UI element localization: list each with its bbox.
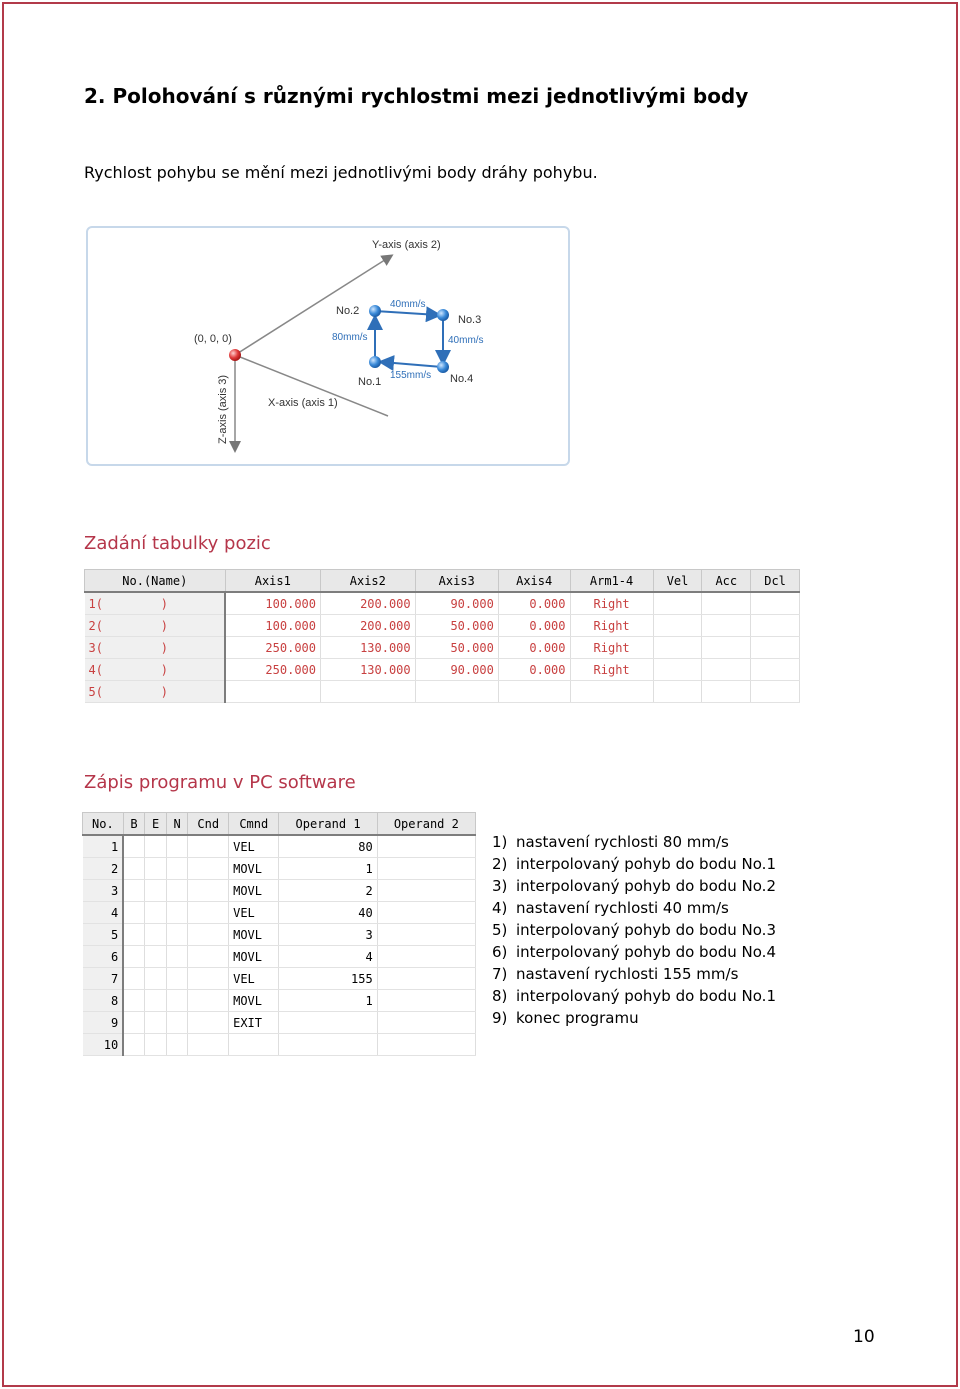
position-cell[interactable]	[653, 637, 702, 659]
position-cell[interactable]	[570, 681, 653, 703]
step-text: konec programu	[516, 1009, 639, 1027]
position-row	[85, 659, 800, 681]
step-text: interpolovaný pohyb do bodu No.4	[516, 943, 776, 961]
position-name-cell[interactable]: 4( )	[85, 659, 226, 681]
program-cell[interactable]: MOVL	[229, 946, 279, 968]
program-cell[interactable]	[123, 880, 145, 902]
position-name-cell[interactable]: 2( )	[85, 615, 226, 637]
position-header-cell: Acc	[702, 570, 751, 593]
program-cell[interactable]	[145, 880, 167, 902]
position-cell[interactable]: Right	[570, 592, 653, 615]
position-cell[interactable]: 250.000	[225, 637, 320, 659]
program-cell[interactable]	[123, 946, 145, 968]
program-cell[interactable]	[377, 858, 475, 880]
position-cell[interactable]: 100.000	[225, 592, 320, 615]
program-cell[interactable]: 1	[279, 990, 377, 1012]
program-cell[interactable]	[145, 924, 167, 946]
program-cell[interactable]	[145, 968, 167, 990]
intro-text: Rychlost pohybu se mění mezi jednotlivými body dráhy pohybu.	[84, 163, 598, 182]
point-no1	[369, 356, 381, 368]
speed-3-4: 40mm/s	[448, 335, 484, 346]
position-cell[interactable]: 0.000	[498, 637, 570, 659]
program-cell[interactable]	[188, 835, 229, 858]
step-number: 4)	[492, 899, 508, 917]
program-row	[83, 968, 476, 990]
label-no2: No.2	[336, 305, 360, 317]
step-item	[492, 853, 776, 875]
step-item	[492, 985, 776, 1007]
program-header-cell: No.	[83, 813, 124, 836]
program-cell[interactable]: VEL	[229, 968, 279, 990]
program-cell[interactable]	[377, 1034, 475, 1056]
path-4-1	[382, 362, 442, 367]
step-number: 1)	[492, 833, 508, 851]
program-cell[interactable]	[145, 1012, 167, 1034]
position-cell[interactable]: 50.000	[415, 637, 498, 659]
program-cell[interactable]: 1	[279, 858, 377, 880]
step-text: interpolovaný pohyb do bodu No.2	[516, 877, 776, 895]
step-item	[492, 963, 776, 985]
program-cell[interactable]	[279, 1012, 377, 1034]
position-cell[interactable]: 0.000	[498, 615, 570, 637]
program-cell[interactable]	[145, 858, 167, 880]
origin-label: (0, 0, 0)	[194, 333, 232, 345]
program-step-number[interactable]: 1	[83, 835, 124, 858]
z-axis-label: Z-axis (axis 3)	[217, 374, 229, 444]
position-row	[85, 615, 800, 637]
program-cell[interactable]	[166, 968, 188, 990]
program-header-cell: Operand 2	[377, 813, 475, 836]
program-cell[interactable]	[123, 835, 145, 858]
program-cell[interactable]	[123, 1034, 145, 1056]
program-header-cell: Cnd	[188, 813, 229, 836]
step-text: nastavení rychlosti 155 mm/s	[516, 965, 739, 983]
position-cell[interactable]: 130.000	[321, 659, 416, 681]
speed-2-3: 40mm/s	[390, 299, 426, 310]
program-cell[interactable]	[377, 924, 475, 946]
position-cell[interactable]: Right	[570, 615, 653, 637]
program-cell[interactable]	[166, 1034, 188, 1056]
program-cell[interactable]	[166, 880, 188, 902]
position-cell[interactable]	[751, 681, 800, 703]
program-cell[interactable]	[377, 946, 475, 968]
program-cell[interactable]	[123, 1012, 145, 1034]
program-cell[interactable]	[188, 968, 229, 990]
step-text: nastavení rychlosti 80 mm/s	[516, 833, 729, 851]
position-cell[interactable]: 200.000	[321, 615, 416, 637]
step-item	[492, 897, 776, 919]
program-row	[83, 835, 476, 858]
program-cell[interactable]	[377, 835, 475, 858]
program-cell[interactable]	[166, 990, 188, 1012]
position-name-cell[interactable]: 3( )	[85, 637, 226, 659]
program-table	[82, 812, 476, 1056]
position-cell[interactable]	[225, 681, 320, 703]
program-cell[interactable]	[166, 858, 188, 880]
label-no3: No.3	[458, 314, 482, 326]
position-name-cell[interactable]: 5( )	[85, 681, 226, 703]
position-cell[interactable]	[702, 681, 751, 703]
position-cell[interactable]: 0.000	[498, 592, 570, 615]
step-number: 5)	[492, 921, 508, 939]
program-step-number[interactable]: 7	[83, 968, 124, 990]
program-cell[interactable]	[145, 990, 167, 1012]
position-header-cell: Dcl	[751, 570, 800, 593]
program-cell[interactable]	[377, 902, 475, 924]
program-cell[interactable]	[166, 946, 188, 968]
program-cell[interactable]: MOVL	[229, 858, 279, 880]
subheading-position-table: Zadání tabulky pozic	[84, 533, 271, 554]
position-cell[interactable]	[415, 681, 498, 703]
program-cell[interactable]: MOVL	[229, 924, 279, 946]
program-header-cell: E	[145, 813, 167, 836]
position-cell[interactable]: 50.000	[415, 615, 498, 637]
program-cell[interactable]	[188, 990, 229, 1012]
position-header-cell: Arm1-4	[570, 570, 653, 593]
step-text: interpolovaný pohyb do bodu No.1	[516, 987, 776, 1005]
steps-list	[492, 831, 776, 1029]
program-cell[interactable]	[166, 835, 188, 858]
step-item	[492, 1007, 776, 1029]
position-row	[85, 592, 800, 615]
program-cell[interactable]	[188, 1034, 229, 1056]
program-row	[83, 880, 476, 902]
program-header-cell: Cmnd	[229, 813, 279, 836]
program-step-number[interactable]: 8	[83, 990, 124, 1012]
position-header-cell: Axis2	[321, 570, 416, 593]
position-cell[interactable]	[702, 592, 751, 615]
position-name-cell[interactable]: 1( )	[85, 592, 226, 615]
step-text: interpolovaný pohyb do bodu No.1	[516, 855, 776, 873]
program-cell[interactable]: VEL	[229, 835, 279, 858]
step-item	[492, 875, 776, 897]
program-row	[83, 924, 476, 946]
program-cell[interactable]: MOVL	[229, 880, 279, 902]
x-axis-label: X-axis (axis 1)	[268, 397, 338, 409]
step-number: 2)	[492, 855, 508, 873]
step-number: 9)	[492, 1009, 508, 1027]
position-row	[85, 681, 800, 703]
program-cell[interactable]	[123, 990, 145, 1012]
position-cell[interactable]	[653, 615, 702, 637]
program-row	[83, 858, 476, 880]
step-number: 6)	[492, 943, 508, 961]
position-cell[interactable]: Right	[570, 659, 653, 681]
point-no2	[369, 305, 381, 317]
program-cell[interactable]	[166, 924, 188, 946]
subheading-program: Zápis programu v PC software	[84, 772, 356, 793]
program-step-number[interactable]: 6	[83, 946, 124, 968]
y-axis-line	[235, 256, 391, 355]
position-table	[84, 569, 800, 703]
position-cell[interactable]: 130.000	[321, 637, 416, 659]
step-item	[492, 919, 776, 941]
program-row	[83, 1012, 476, 1034]
position-cell[interactable]	[751, 592, 800, 615]
program-header-cell: N	[166, 813, 188, 836]
position-cell[interactable]	[653, 681, 702, 703]
point-no3	[437, 309, 449, 321]
step-item	[492, 941, 776, 963]
position-header-cell: Axis3	[415, 570, 498, 593]
program-cell[interactable]	[229, 1034, 279, 1056]
position-header-cell: Vel	[653, 570, 702, 593]
position-cell[interactable]	[702, 615, 751, 637]
program-cell[interactable]: VEL	[229, 902, 279, 924]
program-cell[interactable]	[145, 946, 167, 968]
program-cell[interactable]	[166, 1012, 188, 1034]
program-cell[interactable]: MOVL	[229, 990, 279, 1012]
program-cell[interactable]: 2	[279, 880, 377, 902]
program-step-number[interactable]: 5	[83, 924, 124, 946]
position-cell[interactable]: Right	[570, 637, 653, 659]
speed-4-1: 155mm/s	[390, 370, 432, 381]
program-cell[interactable]: 155	[279, 968, 377, 990]
path-2-3	[375, 311, 438, 315]
position-row	[85, 637, 800, 659]
step-item	[492, 831, 776, 853]
program-header-cell: Operand 1	[279, 813, 377, 836]
step-text: interpolovaný pohyb do bodu No.3	[516, 921, 776, 939]
program-cell[interactable]	[123, 968, 145, 990]
program-cell[interactable]	[145, 1034, 167, 1056]
position-cell[interactable]	[751, 659, 800, 681]
program-cell[interactable]: 80	[279, 835, 377, 858]
position-cell[interactable]	[751, 637, 800, 659]
label-no1: No.1	[358, 376, 382, 388]
program-cell[interactable]	[123, 924, 145, 946]
diagram-svg	[88, 228, 568, 464]
program-cell[interactable]	[377, 968, 475, 990]
position-cell[interactable]	[751, 615, 800, 637]
point-no4	[437, 361, 449, 373]
program-row	[83, 902, 476, 924]
label-no4: No.4	[450, 373, 474, 385]
program-cell[interactable]	[188, 880, 229, 902]
program-cell[interactable]: 4	[279, 946, 377, 968]
position-cell[interactable]: 250.000	[225, 659, 320, 681]
position-cell[interactable]	[702, 637, 751, 659]
step-number: 7)	[492, 965, 508, 983]
program-step-number[interactable]: 3	[83, 880, 124, 902]
program-cell[interactable]	[145, 902, 167, 924]
program-cell[interactable]	[123, 858, 145, 880]
motion-diagram	[86, 226, 570, 466]
program-cell[interactable]	[123, 902, 145, 924]
program-row	[83, 990, 476, 1012]
origin-point	[229, 349, 241, 361]
program-cell[interactable]	[188, 946, 229, 968]
program-step-number[interactable]: 2	[83, 858, 124, 880]
program-cell[interactable]	[145, 835, 167, 858]
step-number: 8)	[492, 987, 508, 1005]
program-cell[interactable]: EXIT	[229, 1012, 279, 1034]
program-step-number[interactable]: 9	[83, 1012, 124, 1034]
position-cell[interactable]: 90.000	[415, 592, 498, 615]
program-row	[83, 1034, 476, 1056]
program-cell[interactable]	[166, 902, 188, 924]
position-cell[interactable]	[653, 659, 702, 681]
position-cell[interactable]: 100.000	[225, 615, 320, 637]
program-cell[interactable]	[377, 880, 475, 902]
program-cell[interactable]	[377, 990, 475, 1012]
step-number: 3)	[492, 877, 508, 895]
position-cell[interactable]: 0.000	[498, 659, 570, 681]
program-cell[interactable]	[377, 1012, 475, 1034]
step-text: nastavení rychlosti 40 mm/s	[516, 899, 729, 917]
program-cell[interactable]: 3	[279, 924, 377, 946]
position-cell[interactable]	[653, 592, 702, 615]
program-cell[interactable]: 40	[279, 902, 377, 924]
program-cell[interactable]	[188, 924, 229, 946]
section-heading: 2. Polohování s různými rychlostmi mezi jednotlivými body	[84, 84, 749, 108]
program-step-number[interactable]: 4	[83, 902, 124, 924]
program-cell[interactable]	[279, 1034, 377, 1056]
program-cell[interactable]	[188, 858, 229, 880]
position-header-cell: Axis1	[225, 570, 320, 593]
y-axis-label: Y-axis (axis 2)	[372, 239, 441, 251]
program-row	[83, 946, 476, 968]
position-cell[interactable]: 200.000	[321, 592, 416, 615]
position-header-cell: Axis4	[498, 570, 570, 593]
position-cell[interactable]	[498, 681, 570, 703]
page-number: 10	[853, 1327, 875, 1347]
program-cell[interactable]	[188, 1012, 229, 1034]
program-step-number[interactable]: 10	[83, 1034, 124, 1056]
speed-1-2: 80mm/s	[332, 332, 368, 343]
program-header-cell: B	[123, 813, 145, 836]
position-cell[interactable]	[321, 681, 416, 703]
position-header-cell: No.(Name)	[85, 570, 226, 593]
position-cell[interactable]: 90.000	[415, 659, 498, 681]
position-cell[interactable]	[702, 659, 751, 681]
program-cell[interactable]	[188, 902, 229, 924]
